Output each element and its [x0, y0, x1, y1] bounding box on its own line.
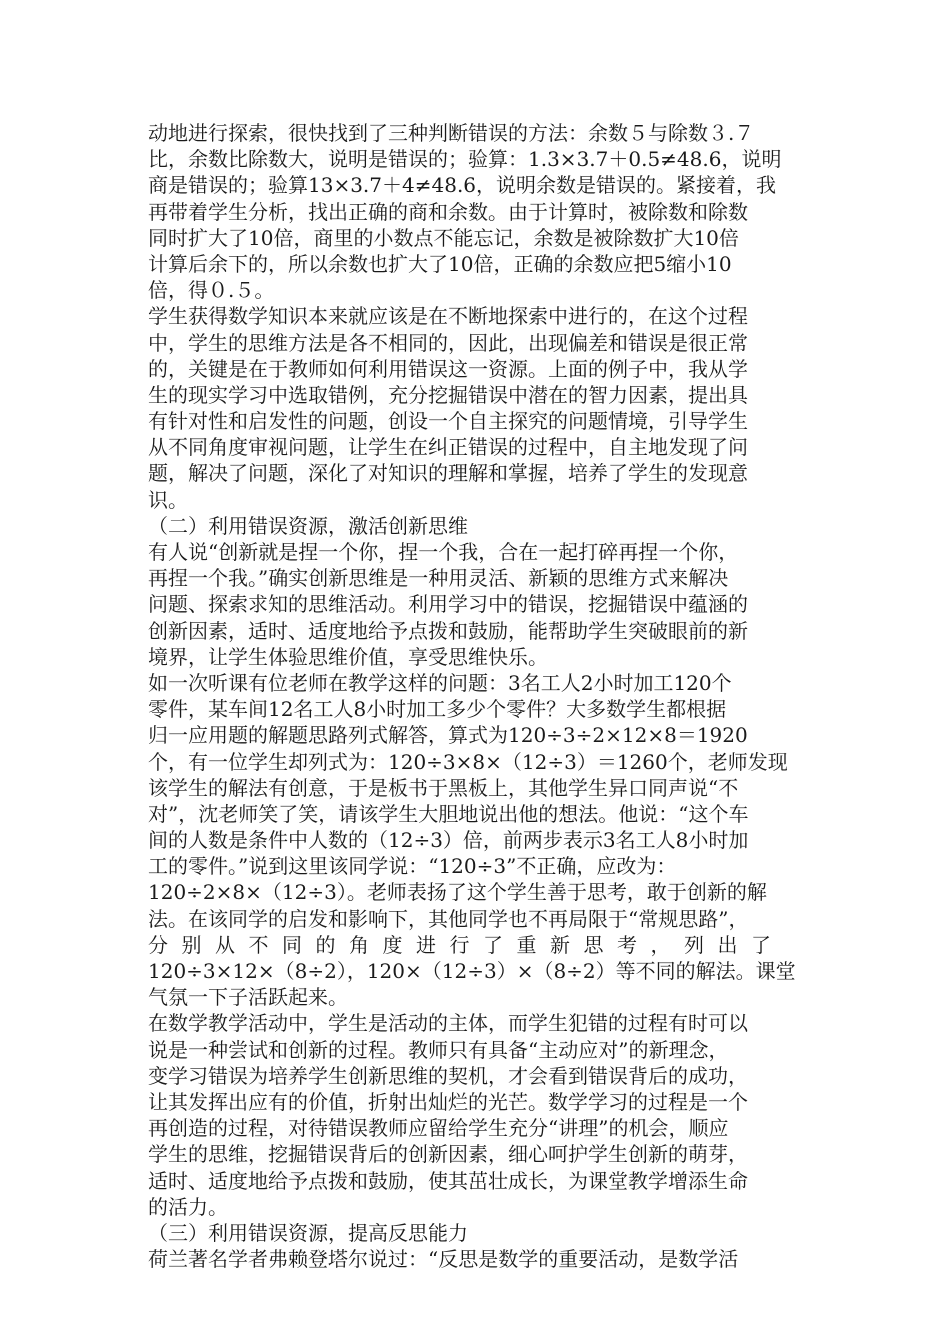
section-heading: （二）利用错误资源，激活创新思维 — [148, 513, 468, 538]
text-line: 创新因素，适时、适度地给予点拨和鼓励，能帮助学生突破眼前的新 — [148, 618, 748, 643]
text-line: 境界，让学生体验思维价值，享受思维快乐。 — [148, 644, 548, 669]
text-line: 工的零件。”说到这里该同学说：“120÷3”不正确，应改为： — [148, 854, 677, 879]
text-line: 120÷2×8×（12÷3）。老师表扬了这个学生善于思考，敢于创新的解 — [148, 880, 767, 905]
text-line: 再带着学生分析，找出正确的商和余数。由于计算时，被除数和除数 — [148, 199, 748, 224]
text-line: 中，学生的思维方法是各不相同的，因此，出现偏差和错误是很正常 — [148, 330, 748, 355]
text-line: 该学生的解法有创意，于是板书于黑板上，其他学生异口同声说“不 — [148, 775, 739, 800]
text-line: 学生获得数学知识本来就应该是在不断地探索中进行的，在这个过程 — [148, 304, 748, 329]
text-line: 让其发挥出应有的价值，折射出灿烂的光芒。数学学习的过程是一个 — [148, 1089, 748, 1114]
text-line: 倍，得０.５。 — [148, 278, 275, 303]
text-line: 归一应用题的解题思路列式解答，算式为120÷3÷2×12×8＝1920 — [148, 723, 748, 748]
text-line: 比，余数比除数大，说明是错误的；验算：1.3×3.7＋0.5≠48.6，说明 — [148, 147, 782, 172]
text-line: 零件，某车间12名工人8小时加工多少个零件？大多数学生都根据 — [148, 697, 727, 722]
text-line: 对”，沈老师笑了笑，请该学生大胆地说出他的想法。他说：“这个车 — [148, 801, 749, 826]
text-line: 在数学教学活动中，学生是活动的主体，而学生犯错的过程有时可以 — [148, 1011, 748, 1036]
text-line: 有人说“创新就是捏一个你，捏一个我，合在一起打碎再捏一个你， — [148, 540, 739, 564]
text-line: 动地进行探索，很快找到了三种判断错误的方法：余数５与除数３.７ — [148, 121, 755, 145]
document-body — [148, 120, 813, 1272]
text-line: 荷兰著名学者弗赖登塔尔说过：“反思是数学的重要活动，是数学活 — [148, 1247, 739, 1272]
text-line: 识。 — [148, 487, 188, 512]
text-line: 题，解决了问题，深化了对知识的理解和掌握，培养了学生的发现意 — [148, 461, 748, 486]
section-heading: （三）利用错误资源，提高反思能力 — [148, 1220, 468, 1245]
text-line: 个，有一位学生却列式为：120÷3×8×（12÷3）＝1260个，老师发现 — [148, 749, 788, 774]
text-line: 间的人数是条件中人数的（12÷3）倍，前两步表示3名工人8小时加 — [148, 828, 749, 853]
text-line: 如一次听课有位老师在教学这样的问题：3名工人2小时加工120个 — [148, 670, 732, 695]
text-line: 再创造的过程，对待错误教师应留给学生充分“讲理”的机会，顺应 — [148, 1116, 729, 1141]
text-line: 商是错误的；验算13×3.7＋4≠48.6，说明余数是错误的。紧接着，我 — [148, 173, 777, 198]
text-line: 气氛一下子活跃起来。 — [148, 985, 348, 1010]
text-line: 变学习错误为培养学生创新思维的契机，才会看到错误背后的成功， — [148, 1063, 748, 1088]
text-line: 有针对性和启发性的问题，创设一个自主探究的问题情境，引导学生 — [148, 409, 748, 434]
text-line: 问题、探索求知的思维活动。利用学习中的错误，挖掘错误中蕴涵的 — [148, 592, 748, 617]
text-line: 适时、适度地给予点拨和鼓励，使其茁壮成长，为课堂教学增添生命 — [148, 1168, 748, 1193]
text-line: 计算后余下的，所以余数也扩大了10倍，正确的余数应把5缩小10 — [148, 251, 732, 276]
text-line: 120÷3×12×（8÷2），120×（12÷3）×（8÷2）等不同的解法。课堂 — [148, 959, 796, 983]
text-line: 的，关键是在于教师如何利用错误这一资源。上面的例子中，我从学 — [148, 356, 748, 381]
text-line: 生的现实学习中选取错例，充分挖掘错误中潜在的智力因素，提出具 — [148, 382, 748, 407]
text-line: 法。在该同学的启发和影响下，其他同学也不再局限于“常规思路”， — [148, 906, 749, 931]
text-line: 再捏一个我。”确实创新思维是一种用灵活、新颖的思维方式来解决 — [148, 566, 729, 591]
text-line: 学生的思维，挖掘错误背后的创新因素，细心呵护学生创新的萌芽， — [148, 1142, 748, 1167]
text-line: 的活力。 — [148, 1194, 228, 1219]
justified-text-line: 分别从不同的角度进行了重新思考，列出了 — [148, 932, 785, 957]
text-line: 说是一种尝试和创新的过程。教师只有具备“主动应对”的新理念， — [148, 1037, 729, 1062]
text-line: 从不同角度审视问题，让学生在纠正错误的过程中，自主地发现了问 — [148, 435, 748, 460]
text-line: 同时扩大了10倍，商里的小数点不能忘记，余数是被除数扩大10倍 — [148, 225, 739, 250]
